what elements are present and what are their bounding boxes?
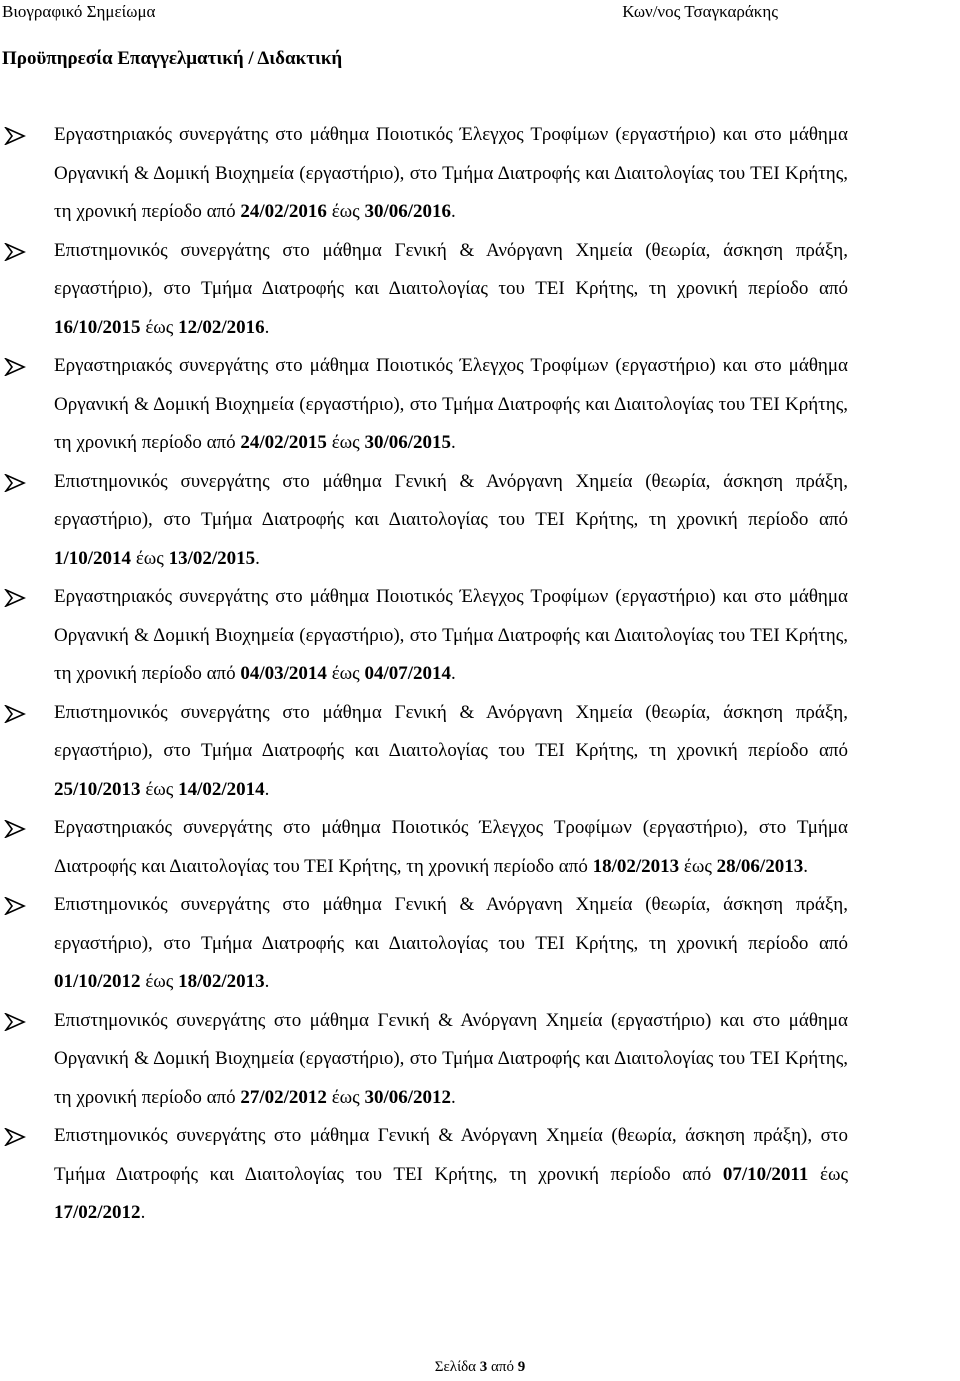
end-date: 13/02/2015 [168, 547, 256, 569]
arrowhead-bullet-icon [4, 589, 26, 607]
entry-end: . [140, 1202, 146, 1223]
entry-text: Επιστημονικός συνεργάτης στο μάθημα Γενική & Ανόργανη Χημεία (θεωρία, άσκηση πράξη), στο Τμήμα Διατροφής και Διαιτολογίας του ΤΕΙ Κρήτης, τη χρονική περίοδο από [54, 1125, 848, 1185]
until-word: έως [140, 316, 179, 338]
end-date: 14/02/2014 [178, 778, 265, 800]
start-date: 24/02/2016 [240, 201, 327, 222]
end-date: 30/06/2015 [364, 432, 452, 453]
arrowhead-bullet-icon [4, 705, 26, 723]
entry-text: Επιστημονικός συνεργάτης στο μάθημα Γενική & Ανόργανη Χημεία (θεωρία, άσκηση πράξη, εργαστήριο), στο Τμήμα Διατροφής και Διαιτολογίας του ΤΕΙ Κρήτης, τη χρονική περίοδο από [54, 894, 848, 954]
end-date: 17/02/2012 [54, 1202, 141, 1223]
start-date: 27/02/2012 [240, 1086, 327, 1108]
entry-end: . [264, 971, 270, 992]
entry-end: . [451, 432, 456, 453]
arrowhead-bullet-icon [4, 474, 26, 492]
entry-end: . [451, 1086, 456, 1108]
list-item [0, 1117, 848, 1233]
entry-end: . [451, 663, 456, 684]
start-date: 04/03/2014 [240, 663, 327, 684]
total-pages-number: 9 [517, 1359, 526, 1375]
until-word: έως [326, 432, 365, 453]
until-word: έως [808, 1163, 848, 1185]
end-date: 04/07/2014 [364, 663, 452, 684]
entry-end: . [264, 778, 270, 800]
start-date: 1/10/2014 [54, 547, 132, 569]
end-date: 30/06/2016 [364, 201, 452, 222]
entry-text: Επιστημονικός συνεργάτης στο μάθημα Γενική & Ανόργανη Χημεία (θεωρία, άσκηση πράξη, εργαστήριο), στο Τμήμα Διατροφής και Διαιτολογίας του ΤΕΙ Κρήτης, τη χρονική περίοδο από [54, 239, 848, 299]
entry-end: . [264, 316, 270, 338]
author-name: Κων/νος Τσαγκαράκης [622, 2, 778, 21]
section-title: Προϋπηρεσία Επαγγελματική / Διδακτική [2, 48, 343, 69]
list-item [0, 463, 848, 579]
start-date: 24/02/2015 [240, 432, 327, 453]
list-item [0, 694, 848, 810]
until-word: έως [679, 855, 717, 877]
end-date: 30/06/2012 [364, 1086, 452, 1108]
entry-text: Εργαστηριακός συνεργάτης στο μάθημα Ποιοτικός Έλεγχος Τροφίμων (εργαστήριο) και στο μάθημα Οργανική & Δομική Βιοχημεία (εργαστήριο), στο Τμήμα Διατροφής και Διαιτολογίας του ΤΕΙ Κρήτης, τη χρονική περίοδο από [54, 124, 848, 222]
arrowhead-bullet-icon [4, 358, 26, 376]
list-item [0, 886, 848, 1002]
arrowhead-bullet-icon [4, 1013, 26, 1031]
arrowhead-bullet-icon [4, 1128, 26, 1146]
list-item [0, 232, 848, 348]
start-date: 18/02/2013 [592, 855, 680, 877]
end-date: 18/02/2013 [178, 971, 265, 992]
entry-text: Επιστημονικός συνεργάτης στο μάθημα Γενική & Ανόργανη Χημεία (εργαστήριο) και στο μάθημα Οργανική & Δομική Βιοχημεία (εργαστήριο), στο Τμήμα Διατροφής και Διαιτολογίας του ΤΕΙ Κρήτης, τη χρονική περίοδο από [54, 1009, 848, 1108]
entry-end: . [451, 201, 456, 222]
list-item [0, 1002, 848, 1118]
until-word: έως [326, 201, 365, 222]
end-date: 12/02/2016 [178, 316, 265, 338]
list-item [0, 578, 848, 694]
arrowhead-bullet-icon [4, 897, 26, 915]
start-date: 25/10/2013 [54, 778, 141, 800]
start-date: 07/10/2011 [722, 1163, 809, 1185]
until-word: έως [326, 1086, 365, 1108]
until-word: έως [326, 663, 365, 684]
page-of-label: από [487, 1359, 518, 1375]
entry-text: Επιστημονικός συνεργάτης στο μάθημα Γενική & Ανόργανη Χημεία (θεωρία, άσκηση πράξη, εργαστήριο), στο Τμήμα Διατροφής και Διαιτολογίας του ΤΕΙ Κρήτης, τη χρονική περίοδο από [54, 470, 848, 530]
entry-text: Εργαστηριακός συνεργάτης στο μάθημα Ποιοτικός Έλεγχος Τροφίμων (εργαστήριο) και στο μάθημα Οργανική & Δομική Βιοχημεία (εργαστήριο), στο Τμήμα Διατροφής και Διαιτολογίας του ΤΕΙ Κρήτης, τη χρονική περίοδο από [54, 586, 848, 684]
document-type-label: Βιογραφικό Σημείωμα [2, 2, 156, 21]
until-word: έως [131, 547, 169, 569]
current-page-number: 3 [479, 1359, 488, 1375]
experience-list [0, 116, 960, 1233]
entry-end: . [255, 547, 260, 569]
start-date: 01/10/2012 [54, 971, 141, 992]
until-word: έως [140, 971, 179, 992]
entry-text: Εργαστηριακός συνεργάτης στο μάθημα Ποιοτικός Έλεγχος Τροφίμων (εργαστήριο), στο Τμήμα Διατροφής και Διαιτολογίας του ΤΕΙ Κρήτης, τη χρονική περίοδο από [54, 817, 848, 877]
arrowhead-bullet-icon [4, 127, 26, 145]
until-word: έως [140, 778, 179, 800]
list-item [0, 809, 848, 886]
end-date: 28/06/2013 [716, 855, 804, 877]
list-item [0, 116, 848, 232]
page-footer [0, 1358, 960, 1376]
page-label: Σελίδα [434, 1359, 480, 1375]
entry-end: . [803, 855, 808, 877]
entry-text: Επιστημονικός συνεργάτης στο μάθημα Γενική & Ανόργανη Χημεία (θεωρία, άσκηση πράξη, εργαστήριο), στο Τμήμα Διατροφής και Διαιτολογίας του ΤΕΙ Κρήτης, τη χρονική περίοδο από [54, 701, 848, 761]
arrowhead-bullet-icon [4, 243, 26, 261]
page-header [0, 2, 960, 24]
entry-text: Εργαστηριακός συνεργάτης στο μάθημα Ποιοτικός Έλεγχος Τροφίμων (εργαστήριο) και στο μάθημα Οργανική & Δομική Βιοχημεία (εργαστήριο), στο Τμήμα Διατροφής και Διαιτολογίας του ΤΕΙ Κρήτης, τη χρονική περίοδο από [54, 355, 848, 453]
start-date: 16/10/2015 [54, 316, 141, 338]
list-item [0, 347, 848, 463]
arrowhead-bullet-icon [4, 820, 26, 838]
